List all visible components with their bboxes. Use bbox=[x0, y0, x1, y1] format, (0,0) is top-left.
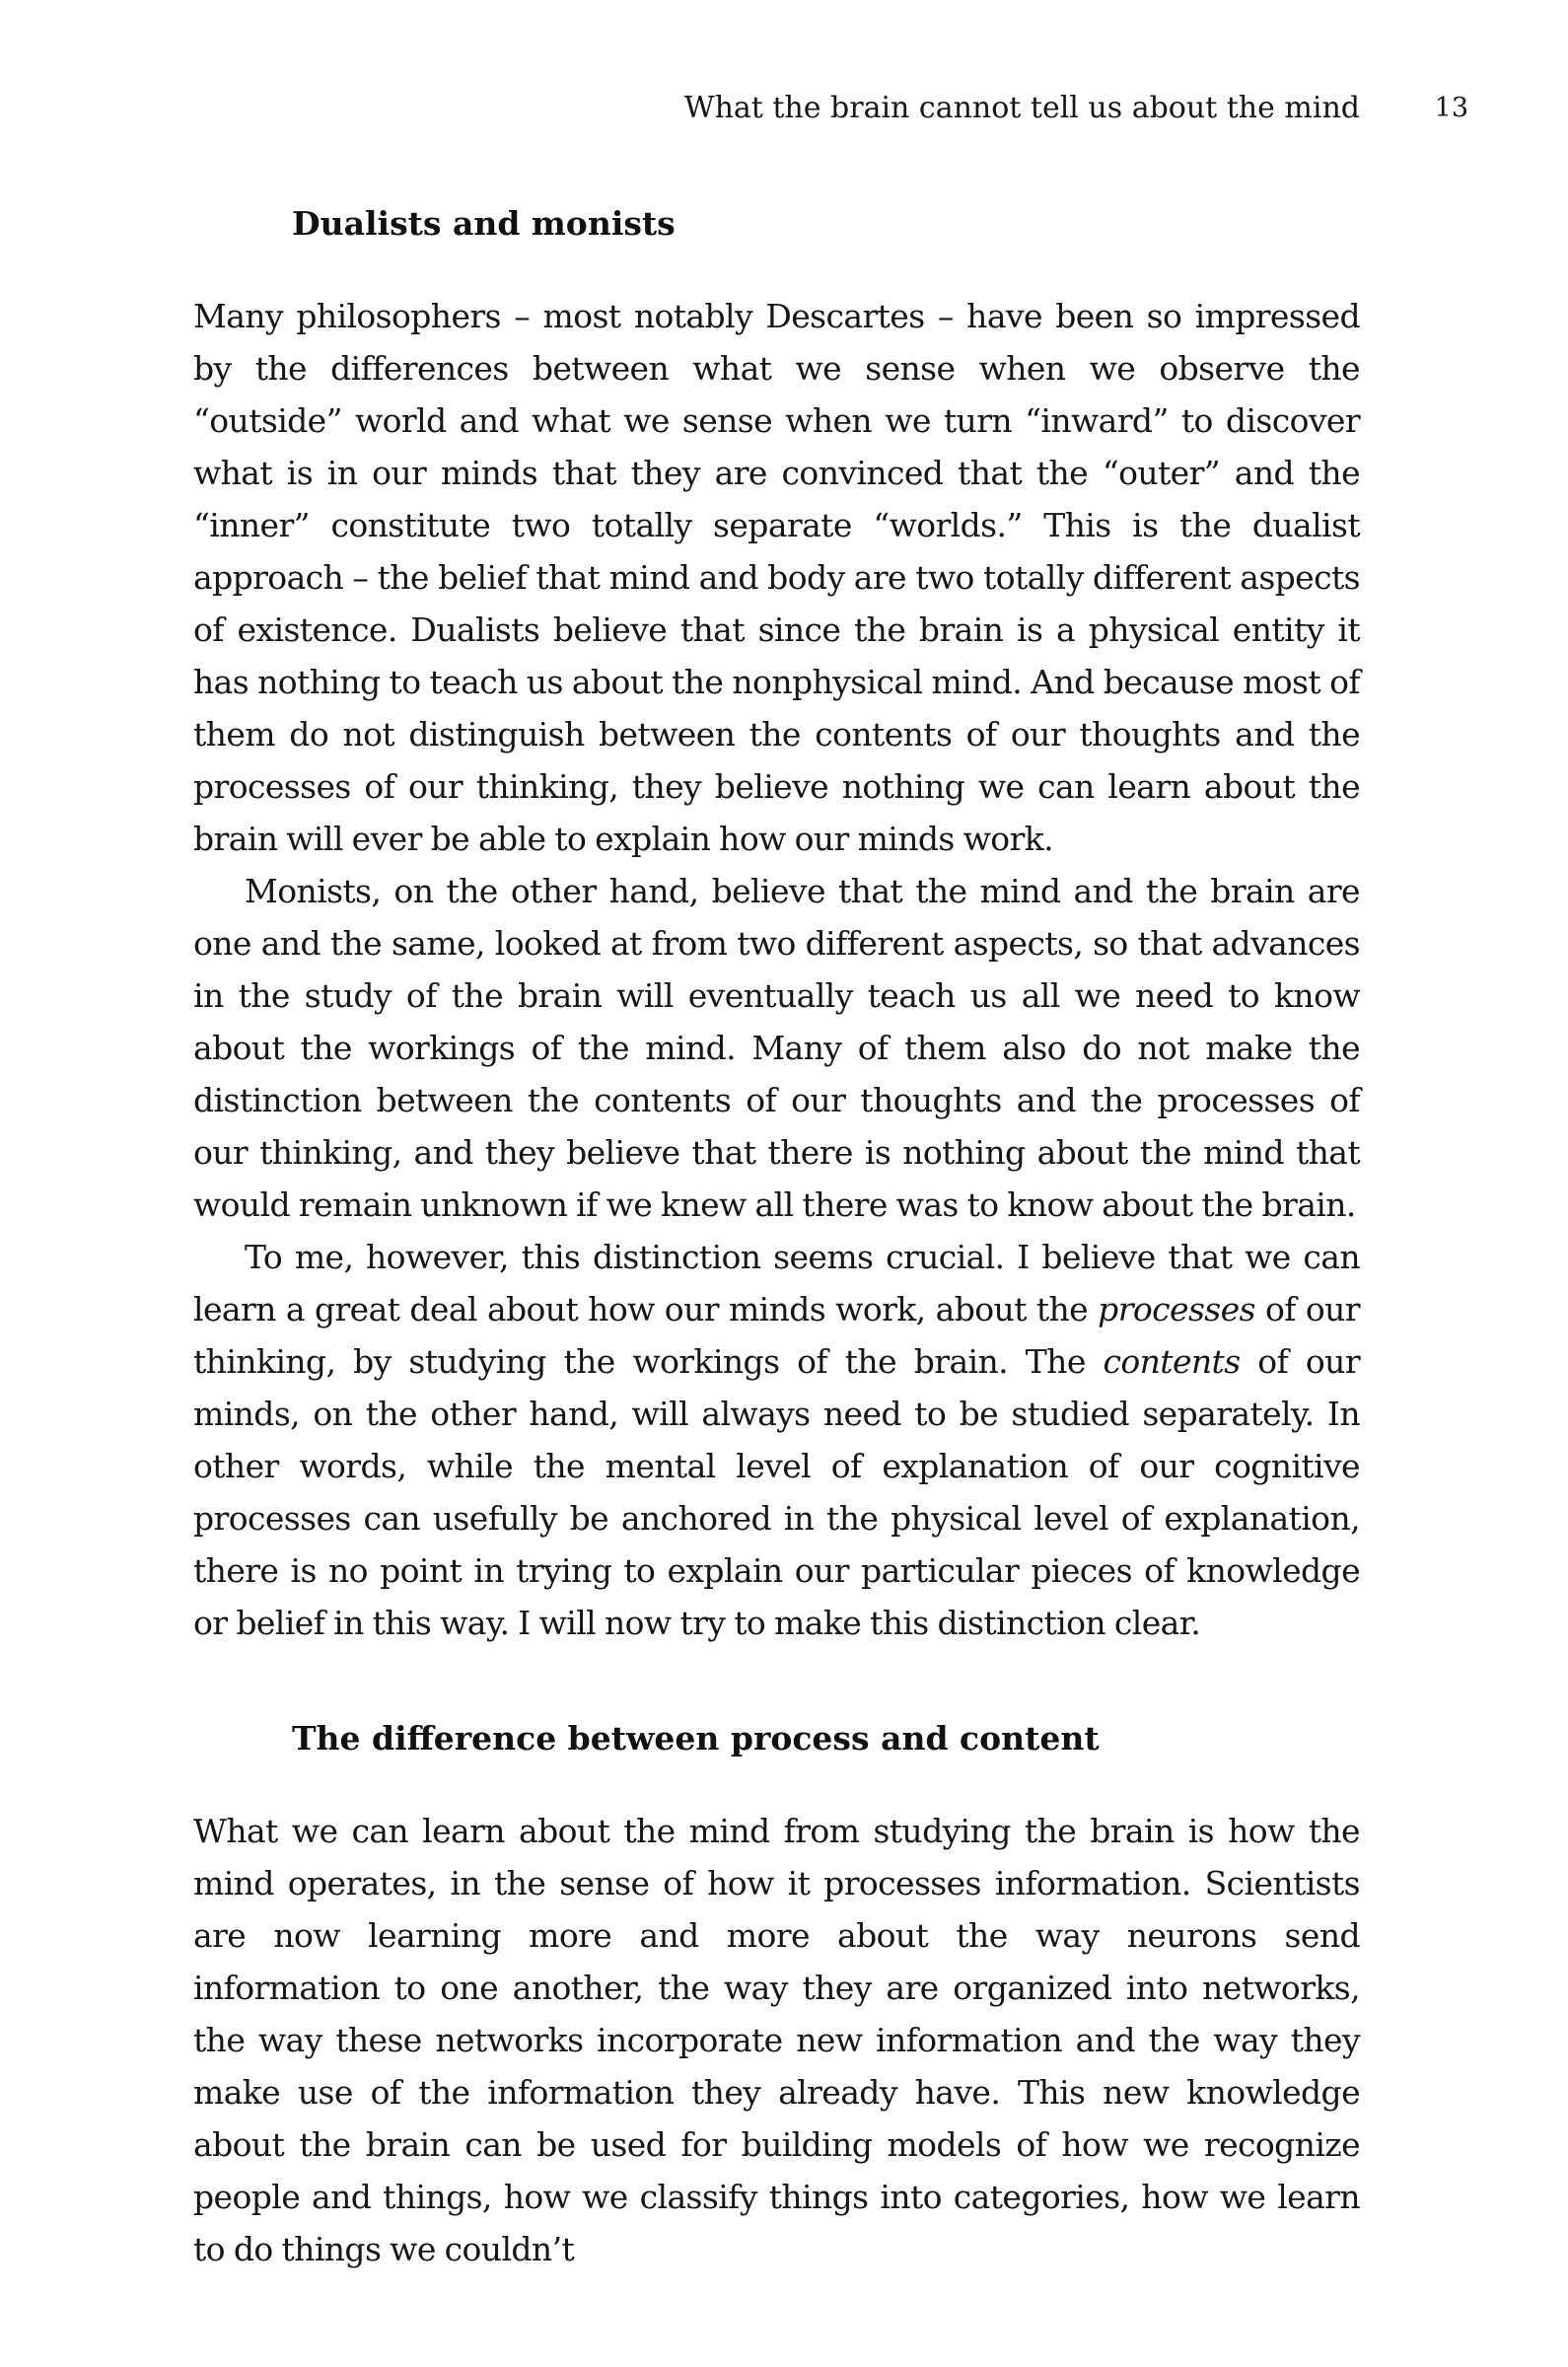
section-heading-dualists-and-monists: Dualists and monists bbox=[292, 204, 676, 243]
paragraph-text-segment: To me, however, this distinction seems crucial. I believe that we can learn a great deal about how our minds work, about the bbox=[193, 1238, 1360, 1328]
page-number: 13 bbox=[1434, 93, 1468, 123]
running-head-title: What the brain cannot tell us about the mind bbox=[683, 91, 1360, 125]
paragraph-distinction bbox=[193, 1231, 1360, 1649]
section-heading-process-and-content: The difference between process and content bbox=[292, 1719, 1100, 1757]
running-head bbox=[193, 87, 1468, 130]
paragraph-text-segment: of our minds, on the other hand, will always need to be studied separately. In other words, while the mental level of explanation of our cognitive processes can usefully be anchored in the physical level of explanation, there is no point in trying to explain our particular pieces of knowledge or belief in this way. I will now try to make this distinction clear. bbox=[193, 1342, 1361, 1642]
paragraph-monists: Monists, on the other hand, believe that the mind and the brain are one and the same, looked at from two different aspects, so that advances in the study of the brain will eventually teach us all we need to know about the workings of the mind. Many of them also do not make the distinction between the contents of our thoughts and the processes of our thinking, and they believe that there is nothing about the mind that would remain unknown if we knew all there was to know about the brain. bbox=[193, 872, 1360, 1224]
paragraph-dualists: Many philosophers – most notably Descartes – have been so impressed by the differences between what we sense when we observe the “outside” world and what we sense when we turn “inward” to discover what is in our minds that they are convinced that the “outer” and the “inner” constitute two totally separate “worlds.” This is the dualist approach – the belief that mind and body are two totally different aspects of existence. Dualists believe that since the brain is a physical entity it has nothing to teach us about the nonphysical mind. And because most of them do not distinguish between the contents of our thoughts and the processes of our thinking, they believe nothing we can learn about the brain will ever be able to explain how our minds work. bbox=[193, 297, 1360, 858]
paragraph-process-content: What we can learn about the mind from studying the brain is how the mind operates, in the sense of how it processes information. Scientists are now learning more and more about the way neurons send information to one another, the way they are organized into networks, the way these networks incorporate new information and the way they make use of the information they already have. This new knowledge about the brain can be used for building models of how we recognize people and things, how we classify things into categories, how we learn to do things we couldn’t bbox=[193, 1812, 1360, 2268]
page-body bbox=[193, 197, 1360, 2275]
paragraph-text-segment: of our thinking, by studying the workings of the brain. The bbox=[193, 1290, 1360, 1381]
emphasis-contents: contents bbox=[1103, 1342, 1241, 1381]
emphasis-processes: processes bbox=[1098, 1290, 1255, 1328]
